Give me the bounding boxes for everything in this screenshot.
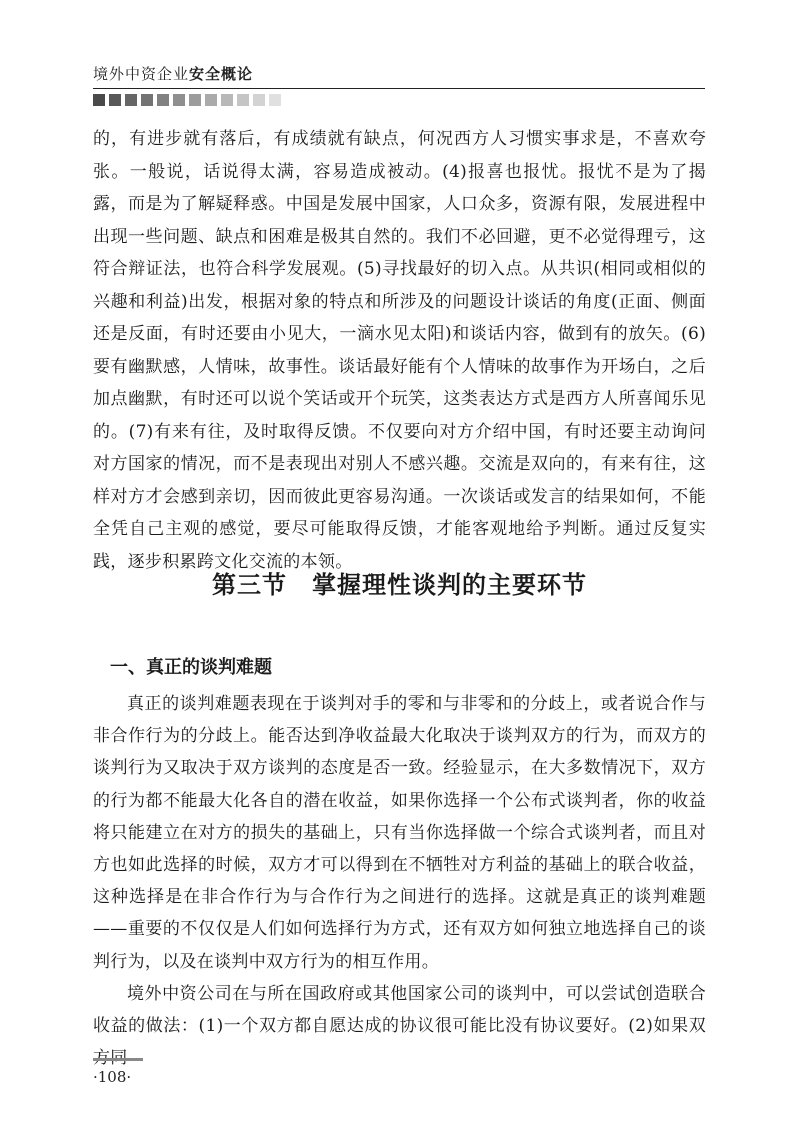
decorative-square [157,94,169,106]
section-body [93,688,706,1074]
section-title: 第三节 掌握理性谈判的主要环节 [212,571,587,599]
decorative-square [125,94,137,106]
decorative-square [221,94,233,106]
page-number: ·108· [93,1068,132,1086]
decorative-square [93,94,105,106]
decorative-square [141,94,153,106]
paragraph: 真正的谈判难题表现在于谈判对手的零和与非零和的分歧上，或者说合作与非合作行为的分歧上。能否达到净收益最大化取决于谈判双方的行为，而双方的谈判行为又取决于双方谈判的态度是否一致。经验显示，在大多数情况下，双方的行为都不能最大化各自的潜在收益，如果你选择一个公布式谈判者，你的收益将只能建立在对方的损失的基础上，只有当你选择做一个综合式谈判者，而且对方也如此选择的时候，双方才可以得到在不牺牲对方利益的基础上的联合收益，这种选择是在非合作行为与合作行为之间进行的选择。这就是真正的谈判难题——重要的不仅仅是人们如何选择行为方式，还有双方如何独立地选择自己的谈判行为，以及在谈判中双方行为的相互作用。 [93,694,706,972]
book-title [93,63,253,84]
continuation-paragraph: 的，有进步就有落后，有成绩就有缺点，何况西方人习惯实事求是，不喜欢夸张。一般说，话说得太满，容易造成被动。(4)报喜也报忧。报忧不是为了揭露，而是为了解疑释惑。中国是发展中国家，人口众多，资源有限，发展进程中出现一些问题、缺点和困难是极其自然的。我们不必回避，更不必觉得理亏，这符合辩证法，也符合科学发展观。(5)寻找最好的切入点。从共识(相同或相似的兴趣和利益)出发，根据对象的特点和所涉及的问题设计谈话的角度(正面、侧面还是反面，有时还要由小见大，一滴水见太阳)和谈话内容，做到有的放矢。(6)要有幽默感，人情味，故事性。谈话最好能有个人情味的故事作为开场白，之后加点幽默，有时还可以说个笑话或开个玩笑，这类表达方式是西方人所喜闻乐见的。(7)有来有往，及时取得反馈。不仅要向对方介绍中国，有时还要主动询问对方国家的情况，而不是表现出对别人不感兴趣。交流是双向的，有来有往，这样对方才会感到亲切，因而彼此更容易沟通。一次谈话或发言的结果如何，不能全凭自己主观的感觉，要尽可能取得反馈，才能客观地给予判断。通过反复实践，逐步积累跨文化交流的本领。 [93,129,706,572]
decorative-gradient-squares [93,94,281,106]
running-header [93,62,705,89]
decorative-square [253,94,265,106]
footer-rule [93,1058,143,1061]
book-title-bold: 安全概论 [189,65,254,83]
subsection-title: 一、真正的谈判难题 [110,657,272,678]
decorative-square [205,94,217,106]
decorative-square [109,94,121,106]
decorative-square [269,94,281,106]
decorative-square [173,94,185,106]
book-title-prefix: 境外中资企业 [93,65,190,83]
decorative-square [237,94,249,106]
paragraph: 境外中资公司在与所在国政府或其他国家公司的谈判中，可以尝试创造联合收益的做法：(1)一个双方都自愿达成的协议很可能比没有协议要好。(2)如果双 [93,983,706,1037]
decorative-square [189,94,201,106]
